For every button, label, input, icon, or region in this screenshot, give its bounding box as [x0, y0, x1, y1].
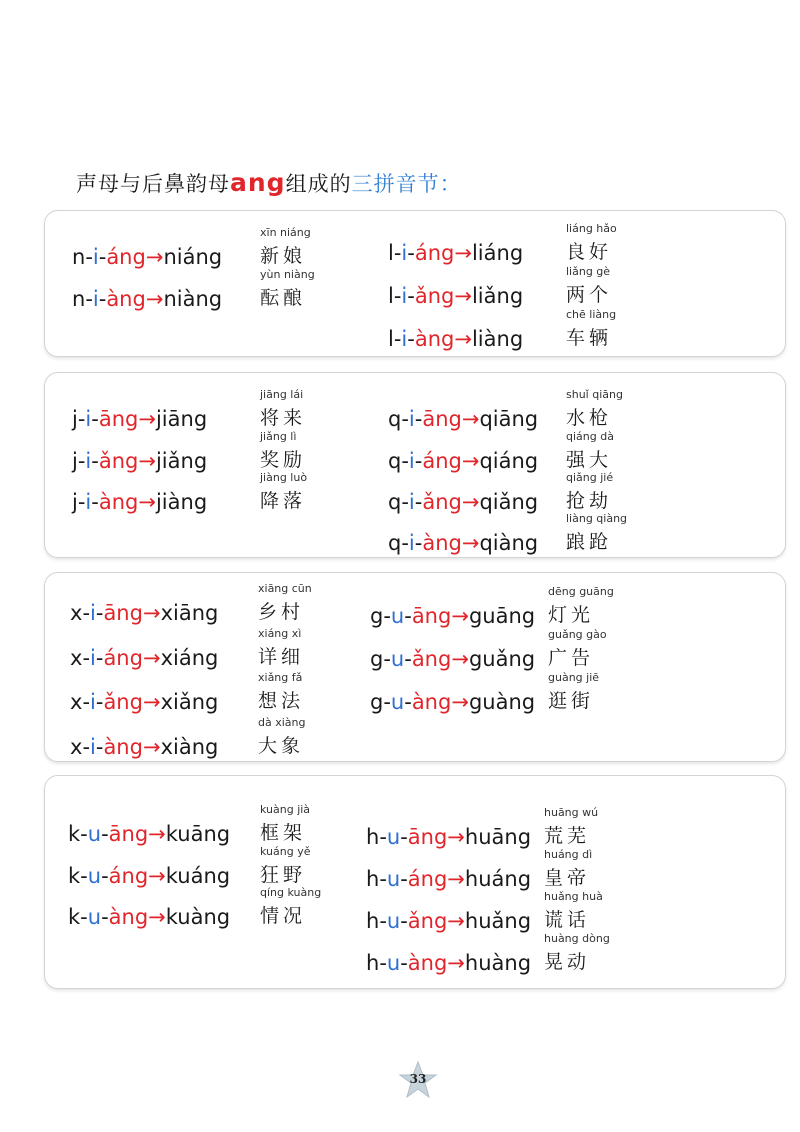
final: áng [407, 867, 448, 891]
pinyin-annotation: chē liàng [566, 308, 617, 321]
syllable-formula [68, 905, 230, 929]
initial: j [72, 449, 78, 473]
dash: - [82, 601, 91, 625]
hanzi-word: 两个 [566, 284, 613, 306]
title-accent: ang [230, 168, 286, 197]
syllable-formula [68, 822, 230, 846]
medial: i [85, 407, 92, 431]
pinyin-annotation: guàng jiē [548, 671, 600, 684]
final: áng [106, 245, 146, 269]
dash: - [393, 241, 402, 265]
pinyin-annotation: xiāng cūn [258, 582, 312, 595]
final: àng [108, 905, 149, 929]
hanzi-word: 荒芜 [544, 825, 591, 847]
final: āng [422, 407, 462, 431]
medial: i [92, 287, 99, 311]
final: ǎng [411, 647, 452, 671]
hanzi-word: 水枪 [566, 407, 613, 429]
medial: u [87, 864, 102, 888]
title-middle: 组成的 [285, 172, 352, 196]
dash: - [401, 449, 409, 473]
result-syllable: qiáng [479, 449, 539, 473]
result-syllable: kuāng [165, 822, 231, 846]
dash: - [404, 604, 412, 628]
result-syllable: huàng [464, 951, 532, 975]
arrow-icon: → [447, 825, 465, 849]
medial: i [90, 601, 96, 625]
dash: - [379, 951, 387, 975]
dash: - [80, 822, 88, 846]
syllable-formula [70, 601, 218, 625]
hanzi-word: 框架 [260, 822, 307, 844]
dash: - [379, 825, 387, 849]
pinyin-annotation: kuàng jià [260, 803, 311, 816]
final: áng [414, 241, 455, 265]
hanzi-word: 想法 [258, 690, 305, 712]
final: ǎng [407, 909, 448, 933]
syllable-formula [70, 646, 218, 670]
syllable-formula [70, 735, 218, 759]
initial: g [370, 690, 384, 714]
arrow-icon: → [148, 905, 166, 929]
pinyin-annotation: liǎng gè [566, 265, 611, 278]
hanzi-word: 车辆 [566, 327, 613, 349]
initial: l [388, 241, 394, 265]
dash: - [404, 690, 412, 714]
syllable-formula [70, 690, 218, 714]
syllable-formula [72, 407, 207, 431]
pinyin-annotation: liáng hǎo [566, 222, 617, 235]
result-syllable: guāng [468, 604, 536, 628]
arrow-icon: → [461, 490, 480, 514]
medial: u [390, 690, 405, 714]
syllable-formula [388, 284, 523, 308]
syllable-formula [388, 241, 523, 265]
arrow-icon: → [454, 327, 472, 351]
arrow-icon: → [447, 867, 465, 891]
initial: n [72, 245, 86, 269]
pinyin-annotation: qiáng dà [566, 430, 614, 443]
hanzi-word: 乡村 [258, 601, 305, 623]
result-syllable: qiàng [479, 531, 539, 555]
arrow-icon: → [451, 690, 469, 714]
syllable-formula [72, 287, 222, 311]
medial: u [390, 647, 405, 671]
dash: - [85, 245, 93, 269]
dash: - [95, 601, 104, 625]
syllable-formula [72, 490, 207, 514]
syllable-formula [370, 690, 535, 714]
arrow-icon: → [461, 531, 480, 555]
initial: x [70, 601, 83, 625]
medial: i [85, 490, 92, 514]
title-prefix: 声母与后鼻韵母 [76, 172, 230, 196]
arrow-icon: → [447, 909, 465, 933]
pinyin-annotation: yùn niàng [260, 268, 315, 281]
arrow-icon: → [138, 490, 156, 514]
initial: g [370, 604, 384, 628]
dash: - [101, 905, 109, 929]
hanzi-word: 降落 [260, 490, 307, 512]
syllable-formula [388, 490, 538, 514]
syllable-formula [72, 449, 207, 473]
result-syllable: xiǎng [160, 690, 219, 714]
initial: n [72, 287, 86, 311]
medial: i [90, 690, 96, 714]
dash: - [82, 646, 91, 670]
pinyin-annotation: xiǎng fǎ [258, 671, 303, 684]
result-syllable: liǎng [471, 284, 524, 308]
hanzi-word: 晃动 [544, 951, 591, 973]
dash: - [91, 449, 99, 473]
result-syllable: niáng [163, 245, 223, 269]
final: āng [407, 825, 448, 849]
hanzi-word: 广告 [548, 647, 595, 669]
syllable-formula [72, 245, 222, 269]
syllable-formula [388, 531, 538, 555]
dash: - [393, 327, 402, 351]
final: ǎng [414, 284, 455, 308]
result-syllable: jiǎng [155, 449, 208, 473]
initial: k [68, 905, 81, 929]
arrow-icon: → [145, 245, 164, 269]
initial: q [388, 490, 402, 514]
result-syllable: kuáng [165, 864, 231, 888]
hanzi-word: 狂野 [260, 864, 307, 886]
syllable-formula [366, 951, 531, 975]
initial: q [388, 531, 402, 555]
medial: i [401, 327, 408, 351]
arrow-icon: → [138, 407, 156, 431]
pinyin-annotation: jiāng lái [260, 388, 304, 401]
arrow-icon: → [142, 690, 161, 714]
result-syllable: xiàng [160, 735, 219, 759]
dash: - [393, 284, 402, 308]
medial: u [386, 825, 401, 849]
medial: i [408, 490, 415, 514]
result-syllable: huǎng [464, 909, 532, 933]
pinyin-annotation: liàng qiàng [566, 512, 628, 525]
pinyin-annotation: jiàng luò [260, 471, 308, 484]
final: āng [108, 822, 149, 846]
final: àng [414, 327, 455, 351]
result-syllable: jiāng [155, 407, 208, 431]
hanzi-word: 奖励 [260, 449, 307, 471]
medial: i [408, 407, 415, 431]
hanzi-word: 抢劫 [566, 490, 613, 512]
pinyin-annotation: qiǎng jié [566, 471, 614, 484]
dash: - [400, 951, 408, 975]
arrow-icon: → [142, 735, 161, 759]
dash: - [407, 327, 415, 351]
medial: i [408, 531, 415, 555]
pinyin-annotation: huǎng huà [544, 890, 603, 903]
syllable-formula [68, 864, 230, 888]
hanzi-word: 良好 [566, 241, 613, 263]
medial: u [390, 604, 405, 628]
arrow-icon: → [148, 864, 166, 888]
initial: g [370, 647, 384, 671]
medial: i [85, 449, 92, 473]
dash: - [383, 690, 391, 714]
hanzi-word: 详细 [258, 646, 305, 668]
dash: - [404, 647, 412, 671]
hanzi-word: 情况 [260, 905, 307, 927]
syllable-formula [370, 604, 535, 628]
dash: - [414, 449, 423, 473]
dash: - [407, 284, 415, 308]
final: àng [98, 490, 139, 514]
final: ǎng [422, 490, 462, 514]
hanzi-word: 灯光 [548, 604, 595, 626]
dash: - [98, 287, 107, 311]
medial: u [87, 905, 102, 929]
dash: - [101, 864, 109, 888]
dash: - [91, 490, 99, 514]
dash: - [77, 407, 86, 431]
initial: q [388, 449, 402, 473]
arrow-icon: → [142, 601, 161, 625]
result-syllable: xiāng [160, 601, 219, 625]
syllable-formula [370, 647, 535, 671]
dash: - [401, 407, 409, 431]
pinyin-annotation: shuǐ qiāng [566, 388, 623, 401]
page-title [76, 168, 462, 198]
dash: - [401, 490, 409, 514]
hanzi-word: 皇帝 [544, 867, 591, 889]
syllable-formula [388, 449, 538, 473]
dash: - [400, 825, 408, 849]
pinyin-annotation: guǎng gào [548, 628, 607, 641]
initial: k [68, 822, 81, 846]
medial: i [90, 735, 96, 759]
pinyin-annotation: xiáng xì [258, 627, 302, 640]
final: āng [411, 604, 452, 628]
hanzi-word: 逛街 [548, 690, 595, 712]
initial: k [68, 864, 81, 888]
syllable-formula [366, 909, 531, 933]
final: àng [106, 287, 146, 311]
final: àng [422, 531, 462, 555]
page-number: 33 [409, 1072, 427, 1086]
hanzi-word: 新娘 [260, 245, 307, 267]
final: áng [108, 864, 149, 888]
dash: - [80, 905, 88, 929]
title-suffix: 三拼音节： [351, 172, 462, 196]
hanzi-word: 将来 [260, 407, 307, 429]
final: āng [98, 407, 139, 431]
final: áng [422, 449, 462, 473]
dash: - [82, 690, 91, 714]
arrow-icon: → [454, 284, 472, 308]
arrow-icon: → [454, 241, 472, 265]
final: àng [411, 690, 452, 714]
arrow-icon: → [145, 287, 164, 311]
pinyin-annotation: dēng guāng [548, 585, 614, 598]
dash: - [80, 864, 88, 888]
dash: - [414, 531, 423, 555]
final: àng [103, 735, 143, 759]
dash: - [401, 531, 409, 555]
hanzi-word: 酝酿 [260, 287, 307, 309]
initial: h [366, 909, 380, 933]
pinyin-annotation: kuáng yě [260, 845, 311, 858]
medial: i [401, 284, 408, 308]
dash: - [400, 867, 408, 891]
initial: l [388, 284, 394, 308]
dash: - [383, 604, 391, 628]
dash: - [414, 407, 423, 431]
initial: x [70, 646, 83, 670]
initial: q [388, 407, 402, 431]
dash: - [77, 449, 86, 473]
initial: x [70, 735, 83, 759]
arrow-icon: → [447, 951, 465, 975]
dash: - [379, 909, 387, 933]
dash: - [95, 646, 104, 670]
dash: - [400, 909, 408, 933]
arrow-icon: → [142, 646, 161, 670]
result-syllable: guàng [468, 690, 536, 714]
result-syllable: niàng [163, 287, 223, 311]
dash: - [407, 241, 415, 265]
final: áng [103, 646, 143, 670]
dash: - [77, 490, 86, 514]
medial: u [87, 822, 102, 846]
hanzi-word: 踉跄 [566, 531, 613, 553]
pinyin-annotation: jiǎng lì [260, 430, 297, 443]
initial: h [366, 867, 380, 891]
hanzi-word: 谎话 [544, 909, 591, 931]
final: āng [103, 601, 143, 625]
dash: - [91, 407, 99, 431]
dash: - [414, 490, 423, 514]
result-syllable: huāng [464, 825, 532, 849]
result-syllable: jiàng [155, 490, 208, 514]
final: ǎng [103, 690, 143, 714]
hanzi-word: 大象 [258, 735, 305, 757]
pinyin-annotation: dà xiàng [258, 716, 306, 729]
result-syllable: xiáng [160, 646, 219, 670]
arrow-icon: → [461, 449, 480, 473]
hanzi-word: 强大 [566, 449, 613, 471]
pinyin-annotation: huāng wú [544, 806, 599, 819]
result-syllable: liáng [471, 241, 524, 265]
syllable-formula [388, 407, 538, 431]
final: àng [407, 951, 448, 975]
pinyin-annotation: huàng dòng [544, 932, 610, 945]
dash: - [379, 867, 387, 891]
syllable-formula [366, 867, 531, 891]
dash: - [98, 245, 107, 269]
initial: j [72, 490, 78, 514]
dash: - [82, 735, 91, 759]
result-syllable: qiāng [479, 407, 539, 431]
initial: h [366, 825, 380, 849]
initial: l [388, 327, 394, 351]
pinyin-annotation: huáng dì [544, 848, 593, 861]
dash: - [95, 690, 104, 714]
result-syllable: huáng [464, 867, 532, 891]
medial: i [92, 245, 99, 269]
result-syllable: qiǎng [479, 490, 539, 514]
pinyin-annotation: xīn niáng [260, 226, 311, 239]
arrow-icon: → [138, 449, 156, 473]
syllable-formula [366, 825, 531, 849]
final: ǎng [98, 449, 139, 473]
medial: u [386, 951, 401, 975]
medial: i [401, 241, 408, 265]
arrow-icon: → [461, 407, 480, 431]
result-syllable: kuàng [165, 905, 231, 929]
syllable-formula [388, 327, 523, 351]
medial: i [90, 646, 96, 670]
dash: - [95, 735, 104, 759]
pinyin-annotation: qíng kuàng [260, 886, 322, 899]
dash: - [383, 647, 391, 671]
medial: u [386, 867, 401, 891]
result-syllable: liàng [471, 327, 524, 351]
arrow-icon: → [451, 604, 469, 628]
dash: - [85, 287, 93, 311]
dash: - [101, 822, 109, 846]
result-syllable: guǎng [468, 647, 536, 671]
arrow-icon: → [148, 822, 166, 846]
arrow-icon: → [451, 647, 469, 671]
initial: h [366, 951, 380, 975]
medial: i [408, 449, 415, 473]
medial: u [386, 909, 401, 933]
initial: x [70, 690, 83, 714]
initial: j [72, 407, 78, 431]
